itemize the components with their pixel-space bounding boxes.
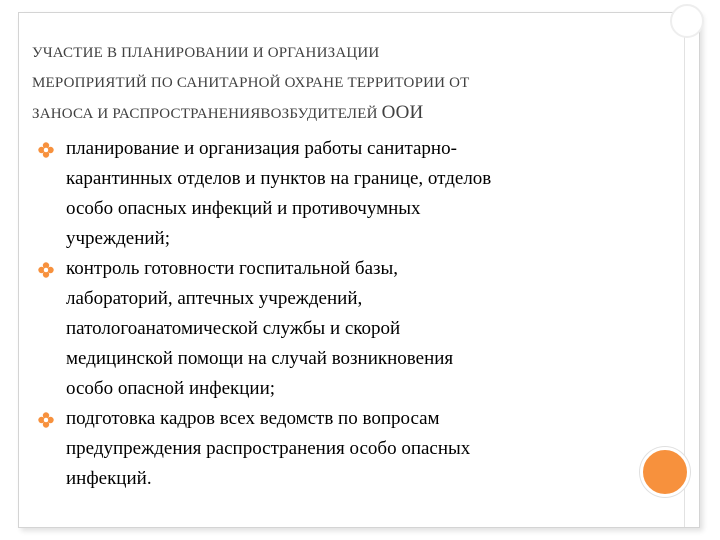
title-line-1: УЧАСТИЕ В ПЛАНИРОВАНИИ И ОРГАНИЗАЦИИ bbox=[32, 45, 380, 61]
bullet-line: патологоанатомической службы и скорой bbox=[66, 318, 401, 339]
bullet-line: предупреждения распространения особо опасных bbox=[66, 438, 471, 459]
bullet-item bbox=[40, 134, 620, 254]
bullet-item bbox=[40, 404, 620, 494]
bullet-line: особо опасных инфекций и противочумных bbox=[66, 198, 421, 219]
bullet-list bbox=[40, 134, 620, 494]
bullet-line: карантинных отделов и пунктов на границе, отделов bbox=[66, 168, 492, 189]
bullet-line: планирование и организация работы санитарно- bbox=[66, 138, 457, 159]
decorative-circle-orange bbox=[640, 447, 690, 497]
bullet-line: лабораторий, аптечных учреждений, bbox=[66, 288, 363, 309]
title-line-2: МЕРОПРИЯТИЙ ПО САНИТАРНОЙ ОХРАНЕ ТЕРРИТОРИИ ОТ bbox=[32, 75, 470, 91]
title-line-3-tail: ООИ bbox=[381, 102, 424, 123]
bullet-line: медицинской помощи на случай возникновения bbox=[66, 348, 454, 369]
title-line-3 bbox=[32, 98, 692, 129]
slide-title bbox=[32, 38, 692, 129]
flower-bullet-icon bbox=[38, 412, 54, 428]
flower-bullet-icon bbox=[38, 142, 54, 158]
bullet-line: подготовка кадров всех ведомств по вопросам bbox=[66, 408, 440, 429]
bullet-line: контроль готовности госпитальной базы, bbox=[66, 258, 399, 279]
bullet-item bbox=[40, 254, 620, 404]
bullet-line: учреждений; bbox=[66, 228, 170, 249]
decorative-circle-top bbox=[670, 4, 704, 38]
bullet-line: особо опасной инфекции; bbox=[66, 378, 276, 399]
flower-bullet-icon bbox=[38, 262, 54, 278]
title-line-3-text: ЗАНОСА И РАСПРОСТРАНЕНИЯВОЗБУДИТЕЛЕЙ bbox=[32, 106, 378, 122]
bullet-line: инфекций. bbox=[66, 468, 152, 489]
